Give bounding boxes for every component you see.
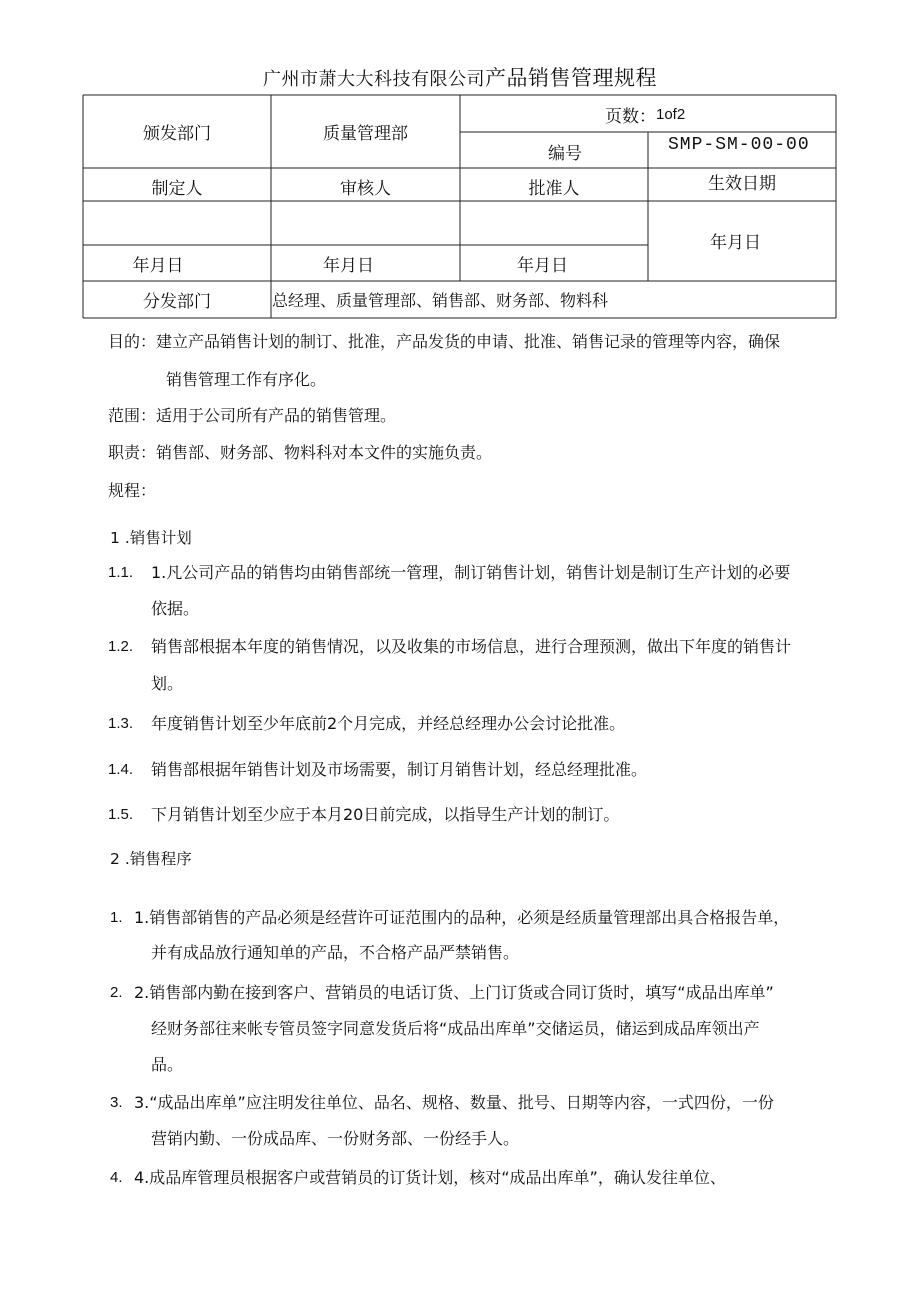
item-1-1-number: 1.1. (108, 564, 134, 581)
approver-date: 年月日 (517, 255, 568, 276)
code-value: SMP-SM-00-00 (668, 136, 810, 155)
distribute-value: 总经理、质量管理部、销售部、财务部、物料科 (272, 291, 609, 310)
item-1-1-line-2: 依据。 (151, 599, 200, 618)
scope-text: 范围：适用于公司所有产品的销售管理。 (108, 406, 397, 425)
pages-value: 1of2 (656, 105, 686, 123)
item-1-2-line-2: 划。 (151, 674, 184, 693)
purpose-line-1: 目的：建立产品销售计划的制订、批准，产品发货的申请、批准、销售记录的管理等内容，确保 (108, 332, 781, 351)
item-2-2-number: 2. (110, 984, 123, 1001)
code-value-field (668, 136, 818, 167)
effective-date: 年月日 (710, 232, 761, 253)
reviewer-date: 年月日 (323, 255, 374, 276)
doc-title: 产品销售管理规程 (485, 66, 657, 90)
purpose-line-2: 销售管理工作有序化。 (166, 370, 327, 389)
code-label: 编号 (548, 143, 582, 164)
distribute-label: 分发部门 (143, 292, 211, 312)
pages-field (560, 100, 760, 128)
effective-date-label: 生效日期 (708, 173, 776, 194)
item-1-5-number: 1.5. (108, 806, 134, 823)
issue-dept-label: 颁发部门 (143, 124, 211, 144)
item-2-4-number: 4. (110, 1169, 123, 1186)
item-2-3-line-1: 3.“成品出库单”应注明发往单位、品名、规格、数量、批号、日期等内容，一式四份，一份 (134, 1093, 774, 1112)
item-1-2-number: 1.2. (108, 638, 134, 655)
item-1-3-number: 1.3. (108, 715, 134, 732)
section-1-heading (110, 528, 192, 548)
author-label: 制定人 (151, 178, 203, 199)
section-2-title: .销售程序 (124, 850, 192, 868)
reviewer-label: 审核人 (340, 178, 391, 199)
section-2-number: 2 (110, 850, 120, 868)
document-title (0, 62, 920, 92)
item-2-1-number: 1. (110, 909, 123, 926)
section-1-title: .销售计划 (124, 529, 192, 547)
procedure-heading: 规程： (108, 481, 157, 500)
company-name: 广州市萧大大科技有限公司 (263, 69, 485, 90)
author-date: 年月日 (132, 255, 184, 276)
section-1-number: 1 (110, 529, 120, 547)
item-1-3-line-1: 年度销售计划至少年底前2个月完成，并经总经理办公会讨论批准。 (151, 714, 626, 733)
issue-dept-value: 质量管理部 (323, 124, 408, 144)
item-1-5-line-1: 下月销售计划至少应于本月20日前完成，以指导生产计划的制订。 (151, 805, 620, 824)
item-1-4-number: 1.4. (108, 761, 134, 778)
item-2-4-line-1: 4.成品库管理员根据客户或营销员的订货计划，核对“成品出库单”，确认发往单位、 (134, 1168, 726, 1187)
duty-text: 职责：销售部、财务部、物料科对本文件的实施负责。 (108, 443, 493, 462)
item-1-4-line-1: 销售部根据年销售计划及市场需要，制订月销售计划，经总经理批准。 (151, 760, 648, 779)
item-2-2-line-1: 2.销售部内勤在接到客户、营销员的电话订货、上门订货或合同订货时，填写“成品出库单” (134, 983, 774, 1002)
approver-label: 批准人 (528, 178, 580, 199)
item-2-3-line-2: 营销内勤、一份成品库、一份财务部、一份经手人。 (151, 1129, 520, 1148)
item-1-2-line-1: 销售部根据本年度的销售情况，以及收集的市场信息，进行合理预测，做出下年度的销售计 (151, 637, 792, 656)
item-1-1-line-1: 1.凡公司产品的销售均由销售部统一管理，制订销售计划，销售计划是制订生产计划的必要 (151, 563, 791, 582)
item-2-1-line-2: 并有成品放行通知单的产品，不合格产品严禁销售。 (151, 943, 520, 962)
item-2-2-line-3: 品。 (151, 1055, 184, 1074)
section-2-heading (110, 849, 192, 869)
item-2-3-number: 3. (110, 1094, 123, 1111)
item-2-2-line-2: 经财务部往来帐专管员签字同意发货后将“成品出库单”交储运员，储运到成品库领出产 (151, 1019, 760, 1038)
pages-label: 页数： (605, 106, 656, 127)
item-2-1-line-1: 1.销售部销售的产品必须是经营许可证范围内的品种，必须是经质量管理部出具合格报告单， (134, 908, 790, 927)
